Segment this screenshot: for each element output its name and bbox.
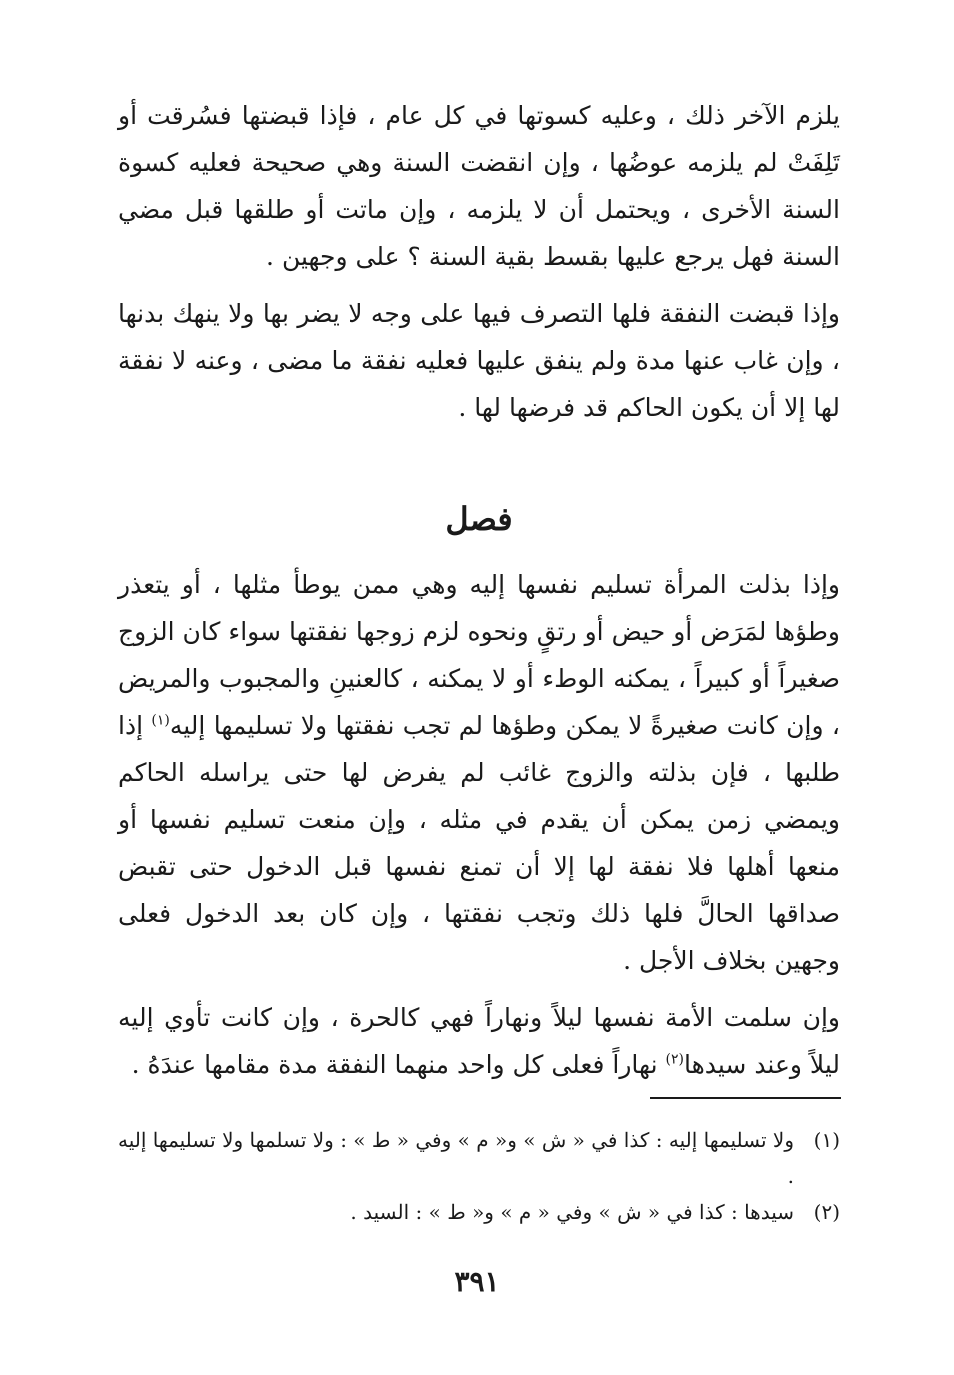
paragraph-3-text-a: وإذا بذلت المرأة تسليم نفسها إليه وهي ممن يوطأ مثلها ، أو يتعذر وطؤها لمَرَض أو حيض أو رتقٍ ونحوه لزم زوجها نفقتها سواء كان الزوج صغيراً أو كبيراً ، يمكنه الوطء أو لا يمكنه ، كالعنينِ والمجبوب والمريض ، وإن كانت صغيرةً لا يمكن وطؤها لم تجب نفقتها ولا تسليمها إليه: [118, 570, 840, 740]
footnote-ref-1: (١): [151, 712, 170, 729]
paragraph-4-text-a: وإن سلمت الأمة نفسها ليلاً ونهاراً فهي كالحرة ، وإن كانت تأوي إليه ليلاً وعند سيدها: [118, 1003, 840, 1079]
paragraph-4: [118, 994, 840, 1088]
paragraph-4-text-b: نهاراً فعلى كل واحد منهما النفقة مدة مقامها عندَهُ .: [131, 1050, 666, 1079]
paragraph-3: [118, 561, 840, 984]
paragraph-3-text-b: إذا طلبها ، فإن بذلته والزوج غائب لم يفرض لها حتى يراسله الحاكم ويمضي زمن يمكن أن يقدم في مثله ، وإن منعت تسليم نفسها أو منعها أهلها فلا نفقة لها إلا أن تمنع نفسها قبل الدخول حتى تقبض صداقها الحالَّ فلها ذلك وتجب نفقتها ، وإن كان بعد الدخول فعلى وجهين بخلاف الأجل .: [118, 711, 840, 975]
section-heading: فصل: [445, 500, 513, 538]
page-number: ٣٩١: [454, 1265, 500, 1298]
footnote-ref-2: (٢): [665, 1051, 684, 1068]
footnote-1-number: (١): [813, 1128, 840, 1152]
footnote-2: [118, 1194, 840, 1230]
footnote-1-text: ولا تسليمها إليه : كذا في « ش » و« م » وفي « ط » : ولا تسلمها ولا تسليمها إليه .: [118, 1128, 794, 1188]
paragraph-2: وإذا قبضت النفقة فلها التصرف فيها على وجه لا يضر بها ولا ينهك بدنها ، وإن غاب عنها مدة ولم ينفق عليها فعليه نفقة ما مضى ، وعنه لا نفقة لها إلا أن يكون الحاكم قد فرضها لها .: [118, 299, 840, 422]
paragraph-1: يلزم الآخر ذلك ، وعليه كسوتها في كل عام ، فإذا قبضتها فسُرقت أو تَلِفَتْ لم يلزمه عوضُها ، وإن انقضت السنة وهي صحيحة فعليه كسوة السنة الأخرى ، ويحتمل أن لا يلزمه ، وإن ماتت أو طلقها قبل مضي السنة فهل يرجع عليها بقسط بقية السنة ؟ على وجهين .: [118, 101, 840, 271]
footnote-2-text: سيدها : كذا في « ش » وفي « م » و« ط » : السيد .: [350, 1200, 794, 1224]
footnote-1: [118, 1122, 840, 1194]
footnotes: [118, 1122, 840, 1230]
footnote-divider: [650, 1097, 841, 1099]
footnote-2-number: (٢): [813, 1200, 840, 1224]
page-body: [118, 92, 840, 1088]
